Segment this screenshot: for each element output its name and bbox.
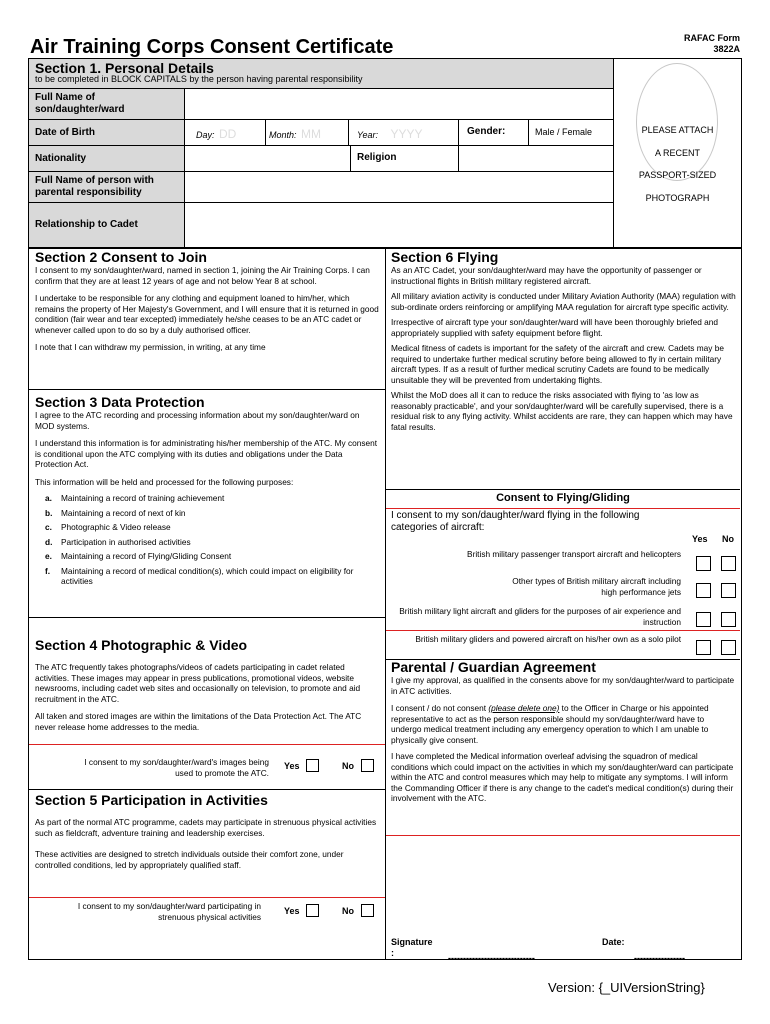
list-item: b. Maintaining a record of next of kin — [45, 507, 186, 518]
relationship-field[interactable] — [186, 203, 613, 247]
agreement-p1: I give my approval, as qualified in the consents above for my son/daughter/ward to participate in ATC activities. — [391, 675, 735, 696]
section-2-consent-to-join — [35, 249, 379, 353]
flying-cat3-yes-checkbox[interactable] — [696, 612, 711, 627]
flying-category-4: British military gliders and powered aircraft on his/her own as a solo pilot — [415, 634, 681, 644]
form-number-line2: 3822A — [713, 44, 740, 54]
section-4-photographic — [35, 637, 379, 732]
religion-label: Religion — [351, 146, 459, 171]
agreement-heading: Parental / Guardian Agreement — [391, 659, 596, 675]
section-4-p1: The ATC frequently takes photographs/videos of cadets participating in cadet related activities. These images may appear in press publications, promotional videos, website newsrooms, including cadet web sites and occasionally on television, to promote and aid recruitment in the ATC. — [35, 662, 361, 704]
section-6-p2: All military aviation activity is conducted under Military Aviation Authority (MAA) regulation with sub-ordinate orders reinforcing or amplifying MAA regulation for aircraft type specific activity. — [391, 291, 736, 312]
nationality-field[interactable] — [186, 146, 351, 171]
section-4-heading: Section 4 Photographic & Video — [35, 637, 248, 653]
flying-consent-intro: I consent to my son/daughter/ward flying in the following categories of aircraft: — [391, 510, 640, 533]
flying-cat3-no-checkbox[interactable] — [721, 612, 736, 627]
section-4-consent-text: I consent to my son/daughter/ward's images being used to promote the ATC. — [84, 757, 269, 778]
section-4-no-checkbox[interactable] — [361, 759, 374, 772]
gender-field[interactable]: Male / Female — [535, 127, 593, 137]
section-6-p1: As an ATC Cadet, your son/daughter/ward may have the opportunity of passenger or instructional flights in British military registered aircraft. — [391, 265, 702, 286]
section-6-heading: Section 6 Flying — [391, 249, 499, 265]
photo-line2: A RECENT — [654, 148, 700, 158]
section-5-no-option — [342, 906, 374, 917]
parental-agreement — [391, 659, 736, 804]
section-5-participation — [35, 792, 379, 870]
section-1-heading: Section 1. Personal Details — [35, 60, 214, 76]
flying-cat4-yes-checkbox[interactable] — [696, 640, 711, 655]
flying-cat2-no-checkbox[interactable] — [721, 583, 736, 598]
right-column — [386, 248, 742, 963]
section-4-yes-checkbox[interactable] — [306, 759, 319, 772]
section-4-p2: All taken and stored images are within the limitations of the Data Protection Act. The ATC never release home addresses to the media. — [35, 711, 362, 732]
section-3-p3: This information will be held and processed for the following purposes: — [35, 476, 294, 487]
month-label: Month: — [269, 130, 297, 140]
section-4-yes-option — [284, 761, 319, 772]
yes-label: Yes — [284, 761, 300, 771]
flying-cat4-no-checkbox[interactable] — [721, 640, 736, 655]
relationship-row — [29, 203, 613, 247]
flying-cat1-no-checkbox[interactable] — [721, 556, 736, 571]
list-item: f. Maintaining a record of medical condition(s), which could impact on eligibility for activities — [45, 565, 354, 586]
flying-cat2-yes-checkbox[interactable] — [696, 583, 711, 598]
section-5-heading: Section 5 Participation in Activities — [35, 792, 268, 808]
section-1-personal-details — [28, 58, 614, 248]
section-2-p2: I undertake to be responsible for any clothing and equipment loaned to him/her, which remains the property of Her Majesty's Government, and I will ensure that it is returned in good condition (fair wear and tear excepted) immediately he/she ceases to be an ATC cadet or whenever called upon to do so by a duly authorised officer. — [35, 293, 379, 335]
section-3-data-protection — [35, 394, 379, 591]
nationality-row — [29, 146, 613, 172]
flying-category-1: British military passenger transport aircraft and helicopters — [467, 549, 681, 559]
version-footer: Version: {_UIVersionString} — [548, 980, 705, 995]
yes-label: Yes — [284, 906, 300, 916]
section-2-heading: Section 2 Consent to Join — [35, 249, 207, 265]
no-label: No — [342, 906, 354, 916]
section-2-p1: I consent to my son/daughter/ward, named in section 1, joining the Air Training Corps. I can confirm that they are at least 12 years of age and not below Year 8 at school. — [35, 265, 370, 286]
photo-box[interactable] — [614, 58, 742, 248]
divider — [29, 897, 385, 898]
section-6-p5: Whilst the MoD does all it can to reduce the risks associated with flying to 'as low as reasonably practicable', and your son/daughter/ward will be carefully supervised, there is a residual risk to any flying activity. Whilst accidents are rare, they can happen which may have fatal results. — [391, 390, 733, 432]
divider — [29, 744, 385, 745]
section-6-p4: Medical fitness of cadets is important for the safety of the aircraft and crew. Cadets may be required to undertake further medical scrutiny before being allowed to fly in certain military aircraft types. If as a result of further medical scrutiny Cadets are found to be medically unsuitable they will be prevented from undertaking flights. — [391, 343, 724, 385]
purposes-list — [35, 493, 379, 587]
dob-row — [29, 120, 613, 146]
divider — [29, 389, 385, 390]
flying-consent-heading: Consent to Flying/Gliding — [496, 492, 630, 504]
full-name-label: Full Name of son/daughter/ward — [29, 89, 185, 119]
section-5-yes-option — [284, 906, 319, 917]
photo-line4: PHOTOGRAPH — [645, 193, 710, 203]
form-title: Air Training Corps Consent Certificate — [30, 36, 394, 58]
religion-field[interactable] — [459, 146, 613, 171]
form-number-line1: RAFAC Form — [684, 33, 740, 43]
month-placeholder: MM — [300, 127, 321, 141]
section-3-p1: I agree to the ATC recording and processing information about my son/daughter/ward on MOD systems. — [35, 410, 360, 431]
list-item: e. Maintaining a record of Flying/Gliding Consent — [45, 551, 232, 561]
day-field[interactable] — [186, 120, 266, 145]
photo-line1: PLEASE ATTACH — [641, 125, 714, 135]
signature-colon: : — [391, 948, 394, 958]
gender-label: Gender: — [459, 120, 529, 145]
year-label: Year: — [357, 130, 379, 140]
section-1-header — [29, 59, 613, 89]
agreement-p2: I consent / do not consent (please delete one) to the Officer in Charge or his appointed representative to act as the person responsible should my son/daughter/ward have to undergo medical treatment including any emergency operation to which I am unable to physically give consent. — [391, 703, 709, 745]
section-4-no-option — [342, 761, 374, 772]
divider — [29, 617, 385, 618]
divider — [386, 835, 740, 836]
list-item: c. Photographic & Video release — [45, 522, 171, 532]
signature-field[interactable]: ----------------------------- — [448, 953, 535, 963]
flying-cat1-yes-checkbox[interactable] — [696, 556, 711, 571]
signature-label: Signature — [391, 937, 433, 947]
section-3-p2: I understand this information is for administrating his/her membership of the ATC. My consent is conditional upon the ATC complying with its duties and obligations under the Data Protection Act. — [35, 438, 378, 469]
section-3-heading: Section 3 Data Protection — [35, 394, 205, 410]
divider — [386, 489, 740, 490]
section-5-p2: These activities are designed to stretch individuals outside their comfort zone, under controlled conditions, led by appropriately qualified staff. — [35, 849, 344, 870]
flying-no-header: No — [722, 534, 734, 544]
photo-oval — [636, 63, 718, 181]
section-6-flying — [391, 249, 736, 432]
day-placeholder: DD — [218, 127, 237, 141]
divider — [386, 508, 740, 509]
nationality-label: Nationality — [29, 146, 185, 171]
photo-line3: PASSPORT-SIZED — [638, 170, 717, 180]
divider — [29, 789, 385, 790]
left-column — [28, 248, 386, 960]
section-6-p3: Irrespective of aircraft type your son/daughter/ward will have been thoroughly briefed and appropriately supplied with safety equipment before flight. — [391, 317, 718, 338]
parent-name-field[interactable] — [186, 172, 613, 202]
list-item: d. Participation in authorised activities — [45, 536, 191, 547]
day-label: Day: — [196, 130, 215, 140]
relationship-label: Relationship to Cadet — [29, 203, 185, 247]
divider — [386, 630, 740, 631]
flying-yes-header: Yes — [692, 534, 708, 544]
agreement-p3: I have completed the Medical information overleaf advising the squadron of medical conditions which could impact on the activities in which my son/daughter/ward can participate within the ATC and control measures which may help to mitigate any symptoms. I will inform the Commanding Officer if there is any change to the cadet's medical condition(s) during their involvement with the ATC. — [391, 751, 734, 803]
year-field[interactable] — [349, 120, 459, 145]
form-number — [660, 33, 740, 55]
section-5-p1: As part of the normal ATC programme, cadets may participate in strenuous physical activities such as fieldcraft, adventure training and leadership exercises. — [35, 817, 377, 838]
section-5-consent-text: I consent to my son/daughter/ward participating in strenuous physical activities — [77, 901, 261, 922]
year-placeholder: YYYY — [390, 127, 423, 141]
full-name-row — [29, 89, 613, 120]
section-5-no-checkbox[interactable] — [361, 904, 374, 917]
list-item: a. Maintaining a record of training achievement — [45, 493, 225, 503]
flying-category-3: British military light aircraft and gliders for the purposes of air experience and instruction — [399, 606, 681, 627]
no-label: No — [342, 761, 354, 771]
parent-name-label: Full Name of person with parental responsibility — [29, 172, 185, 202]
month-field[interactable] — [266, 120, 349, 145]
dob-label: Date of Birth — [29, 120, 185, 145]
section-5-yes-checkbox[interactable] — [306, 904, 319, 917]
section-2-p3: I note that I can withdraw my permission, in writing, at any time — [35, 342, 266, 352]
date-field[interactable]: ----------------- — [634, 953, 685, 963]
flying-category-2: Other types of British military aircraft including high performance jets — [512, 576, 681, 597]
full-name-field[interactable] — [186, 89, 613, 119]
section-1-subheading: to be completed in BLOCK CAPITALS by the person having parental responsibility — [35, 74, 363, 84]
date-label: Date: — [602, 937, 625, 947]
parent-name-row — [29, 172, 613, 203]
